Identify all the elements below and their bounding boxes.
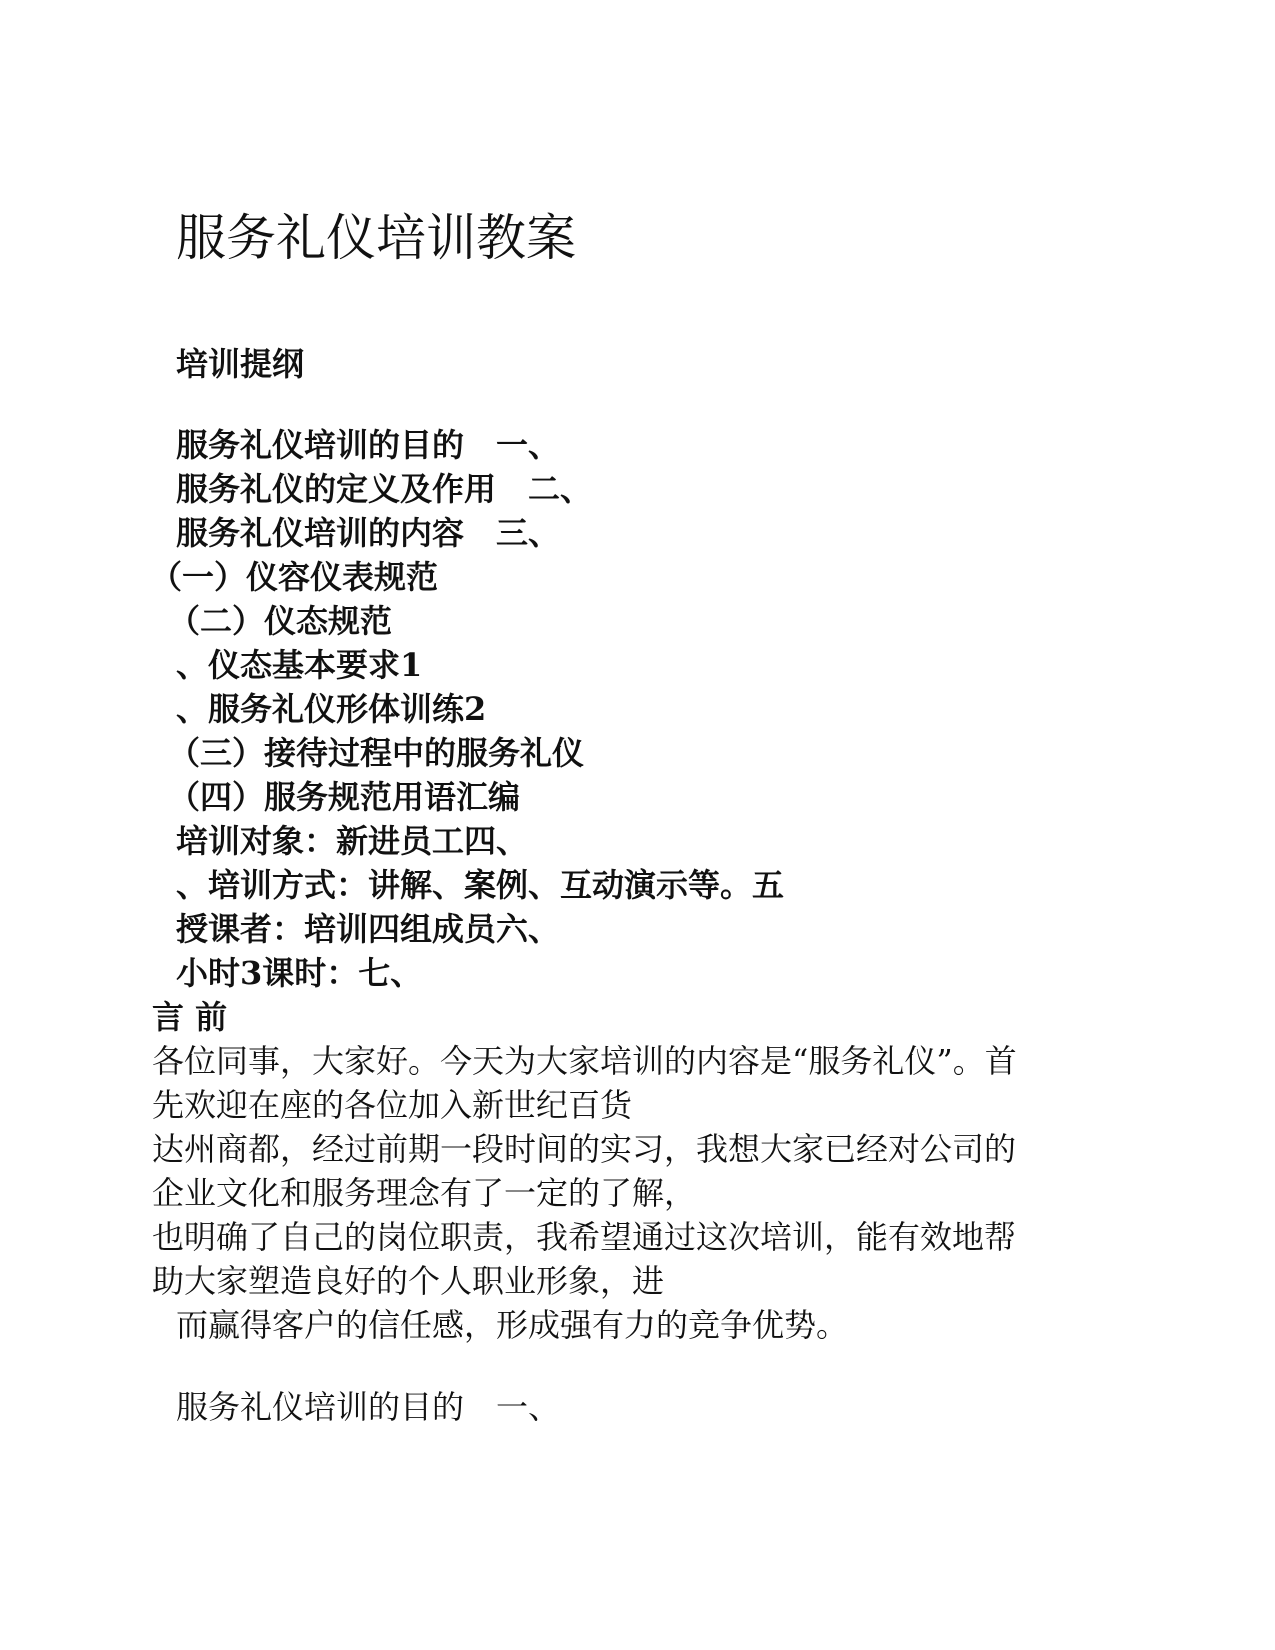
preface-line: 助大家塑造良好的个人职业形象，进	[152, 1262, 665, 1300]
preface-line: 而赢得客户的信任感，形成强有力的竞争优势。	[176, 1306, 849, 1344]
outline-item: 服务礼仪培训的目的 一、	[176, 426, 561, 464]
outline-item: 服务礼仪培训的内容 三、	[176, 514, 561, 552]
section-heading: 服务礼仪培训的目的 一、	[176, 1388, 561, 1426]
outline-item: （三）接待过程中的服务礼仪	[168, 734, 585, 772]
outline-item: （二）仪态规范	[168, 602, 393, 640]
document-title: 服务礼仪培训教案	[176, 209, 576, 267]
outline-heading: 培训提纲	[176, 345, 305, 383]
outline-item: 小时3课时：七、	[176, 954, 423, 992]
outline-item: （四）服务规范用语汇编	[168, 778, 521, 816]
outline-item: （一）仪容仪表规范	[150, 558, 439, 596]
outline-item: 、仪态基本要求1	[176, 646, 423, 684]
preface-line: 达州商都，经过前期一段时间的实习，我想大家已经对公司的	[152, 1130, 1017, 1168]
outline-item: 、服务礼仪形体训练2	[176, 690, 487, 728]
outline-item: 授课者：培训四组成员六、	[176, 910, 561, 948]
preface-line: 企业文化和服务理念有了一定的了解，	[152, 1174, 697, 1212]
outline-item: 培训对象：新进员工四、	[176, 822, 529, 860]
outline-item: 服务礼仪的定义及作用 二、	[176, 470, 593, 508]
preface-heading: 言 前	[152, 998, 228, 1036]
preface-line: 各位同事，大家好。今天为大家培训的内容是“服务礼仪”。首	[152, 1042, 1017, 1080]
preface-line: 也明确了自己的岗位职责，我希望通过这次培训，能有效地帮	[152, 1218, 1017, 1256]
preface-line: 先欢迎在座的各位加入新世纪百货	[152, 1086, 633, 1124]
outline-item: 、培训方式：讲解、案例、互动演示等。五	[176, 866, 785, 904]
